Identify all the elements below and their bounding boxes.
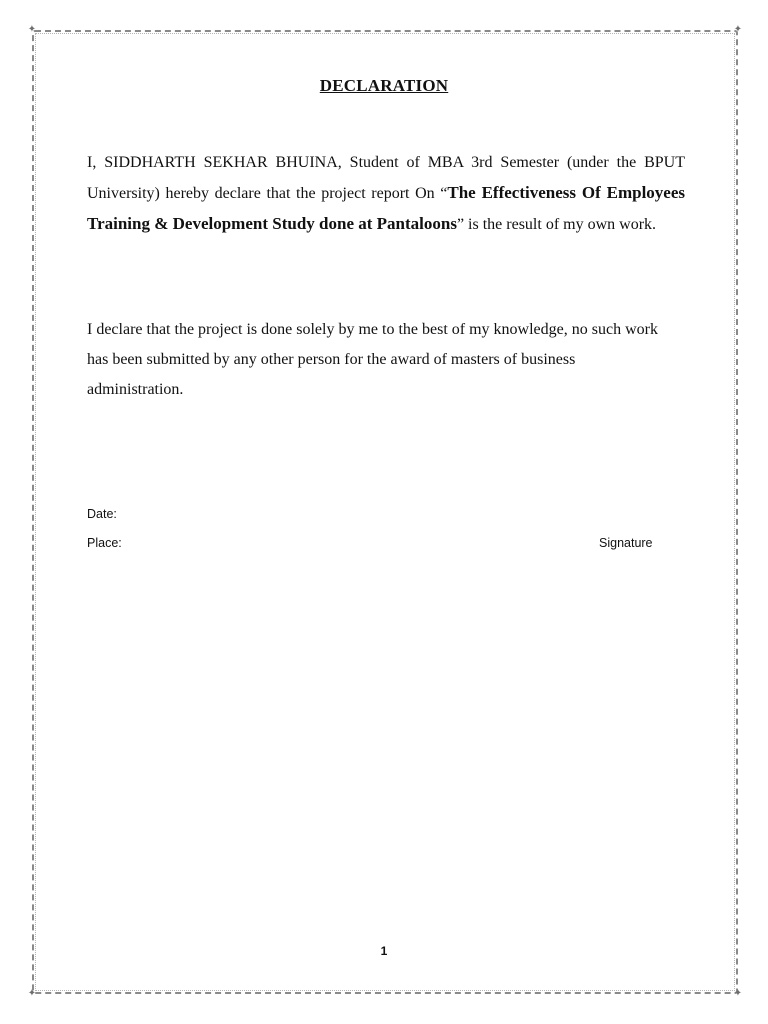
project-title: The Effectiveness Of Employees Training & Development Study done at Pantaloons (87, 183, 686, 233)
declaration-paragraph-1-text-start: I, SIDDHARTH SEKHAR BHUINA, Student of MBA 3rd Semester (under the BPUT University) hereby declare that the project report On “ (87, 154, 685, 202)
signature-label: Signature (599, 536, 653, 550)
border-corner-top-right-icon: ✦ (733, 24, 743, 35)
declaration-paragraph-1 (87, 148, 685, 240)
border-corner-top-left-icon: ✦ (27, 24, 37, 35)
border-corner-bottom-left-icon: ✦ (27, 988, 37, 999)
declaration-title: DECLARATION (319, 76, 449, 95)
place-label: Place: (87, 536, 122, 550)
declaration-paragraph-1-text-end: ” is the result of my own work. (456, 216, 657, 233)
page-number: 1 (380, 944, 388, 958)
date-label: Date: (87, 507, 117, 521)
declaration-paragraph-2: I declare that the project is done solely by me to the best of my knowledge, no such work has been submitted by any other person for the award of masters of business administration. (87, 321, 658, 398)
border-corner-bottom-right-icon: ✦ (733, 988, 743, 999)
